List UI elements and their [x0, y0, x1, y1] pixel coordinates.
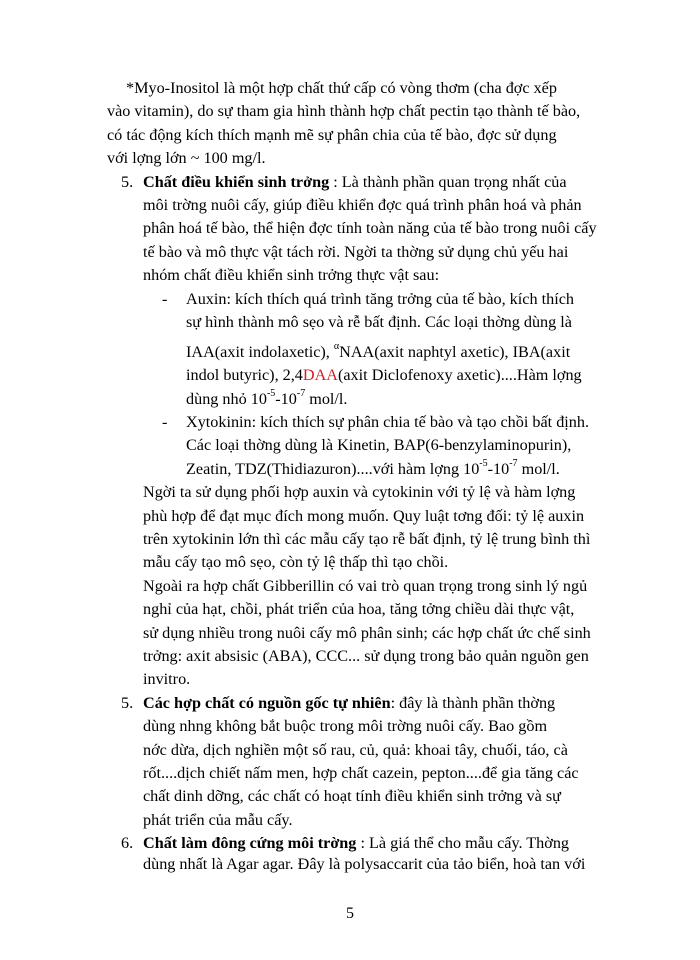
xytokinin-exponent-2: -7	[509, 458, 518, 470]
section-6-number: 6.	[121, 834, 134, 853]
section-5a-line-3: phân hoá tế bào, thể hiện đợc tính toàn năng của tế bào trong nuôi cấy	[143, 219, 597, 238]
p3-line-2: nghỉ của hạt, chồi, phát triển của hoa, tăng tởng chiều dài thực vật,	[143, 600, 575, 619]
bullet-dash-xytokinin: -	[162, 412, 168, 431]
xytokinin-line-2: Các loại thờng dùng là Kinetin, BAP(6-benzylaminopurin),	[186, 436, 572, 455]
section-6-heading	[143, 833, 569, 853]
section-6-line-2: dùng nhất là Agar agar. Đây là polysaccarit của tảo biển, hoà tan với	[143, 854, 586, 873]
auxin-line-2: sự hình thành mô sẹo và rễ bất định. Các loại thờng dùng là	[186, 313, 572, 331]
p3-line-4: trởng: axit absisic (ABA), CCC... sử dụng trong bảo quản nguồn gen	[143, 646, 589, 665]
xytokinin-line-3-part-c: mol/l.	[517, 459, 560, 478]
section-6-line-1-rest: : Là giá thể cho mẫu cấy. Thờng	[356, 834, 570, 853]
auxin-line-3-part-b: NAA(axit naphtyl axetic), IBA(axit	[339, 342, 571, 361]
section-5a-line-4: tế bào và mô thực vật tách rời. Ngời ta thờng sử dụng chủ yếu hai	[143, 242, 569, 261]
p2-line-4: mẫu cấy tạo mô sẹo, còn tỷ lệ thấp thì tạo chồi.	[143, 553, 449, 572]
xytokinin-line-3-part-b: -10	[487, 459, 510, 478]
auxin-line-5-part-b: -10	[275, 389, 297, 408]
xytokinin-exponent-1: -5	[479, 458, 488, 470]
auxin-line-5-part-a: dùng nhỏ 10	[186, 389, 267, 408]
daa-highlight: DAA	[302, 366, 338, 385]
section-5a-title: Chất điều khiển sinh trởng	[143, 172, 330, 191]
p1-line-3: có tác động kích thích mạnh mẽ sự phân chia của tế bào, đợc sử dụng	[107, 125, 557, 144]
p2-line-1: Ngời ta sử dụng phối hợp auxin và cytokinin với tỷ lệ và hàm lợng	[143, 483, 576, 502]
auxin-line-3-part-a: IAA(axit indolaxetic),	[186, 342, 334, 361]
p1-line-1: *Myo-Inositol là một hợp chất thứ cấp có vòng thơm (cha đợc xếp	[126, 79, 557, 97]
section-5a-line-5: nhóm chất điều khiển sinh trởng thực vật sau:	[143, 266, 440, 285]
p3-line-3: sử dụng nhiều trong nuôi cấy mô phân sinh; các hợp chất ức chế sinh	[143, 623, 591, 642]
auxin-exponent-2: -7	[296, 388, 306, 400]
auxin-line-4-part-b: (axit Diclofenoxy axetic)....Hàm lợng	[337, 366, 582, 385]
auxin-line-3	[186, 342, 570, 362]
section-6-title: Chất làm đông cứng môi trờng	[143, 834, 357, 853]
xytokinin-line-3	[186, 459, 560, 479]
section-5b-line-4: rốt....dịch chiết nấm men, hợp chất cazein, pepton....để gia tăng các	[143, 763, 579, 782]
p2-line-3: trên xytokinin lớn thì các mẫu cấy tạo rễ bất định, tỷ lệ trung bình thì	[143, 529, 591, 548]
xytokinin-line-1: Xytokinin: kích thích sự phân chia tế bào và tạo chồi bất định.	[186, 412, 590, 431]
section-5b-title: Các hợp chất có nguồn gốc tự nhiên	[143, 693, 391, 712]
p1-line-2: vào vitamin), do sự tham gia hình thành hợp chất pectin tạo thành tế bào,	[107, 102, 581, 121]
section-5a-line-1-rest: : Là thành phần quan trọng nhất của	[329, 172, 567, 191]
alpha-symbol: α	[333, 341, 340, 353]
auxin-line-1: Auxin: kích thích quá trình tăng trởng của tế bào, kích thích	[186, 289, 574, 308]
auxin-line-4-part-a: indol butyric), 2,4	[186, 366, 303, 385]
auxin-line-4	[186, 365, 582, 385]
section-5b-line-5: chất dinh dỡng, các chất có hoạt tính điều khiển sinh trởng và sự	[143, 787, 561, 806]
section-5b-number: 5.	[121, 693, 134, 712]
auxin-exponent-1: -5	[266, 388, 276, 400]
section-5b-line-2: dùng nhng không bắt buộc trong môi trờng nuôi cấy. Bao gồm	[143, 717, 548, 736]
p1-line-4: với lợng lớn ~ 100 mg/l.	[107, 149, 266, 168]
auxin-line-5	[186, 389, 347, 409]
section-5b-line-6: phát triển của mẫu cấy.	[143, 810, 293, 829]
section-5b-line-1-rest: : đây là thành phần thờng	[390, 693, 556, 712]
xytokinin-line-3-part-a: Zeatin, TDZ(Thidiazuron)....với hàm lợng 10	[186, 459, 480, 478]
section-5b-line-3: nớc dừa, dịch nghiền một số rau, củ, quả: khoai tây, chuối, táo, cà	[143, 740, 568, 759]
p2-line-2: phù hợp để đạt mục đích mong muốn. Quy luật tơng đối: tỷ lệ auxin	[143, 506, 585, 525]
page-number: 5	[346, 905, 354, 922]
p3-line-1: Ngoài ra hợp chất Gibberillin có vai trò quan trọng trong sinh lý ngủ	[143, 576, 588, 595]
section-5a-heading	[143, 172, 567, 192]
section-5b-heading	[143, 693, 555, 713]
section-5a-number: 5.	[121, 172, 134, 191]
bullet-dash-auxin: -	[162, 289, 168, 308]
section-5a-line-2: môi trờng nuôi cấy, giúp điều khiển đợc quá trình phân hoá và phản	[143, 196, 582, 214]
p3-line-5: invitro.	[143, 670, 191, 689]
auxin-line-5-part-c: mol/l.	[305, 389, 348, 408]
